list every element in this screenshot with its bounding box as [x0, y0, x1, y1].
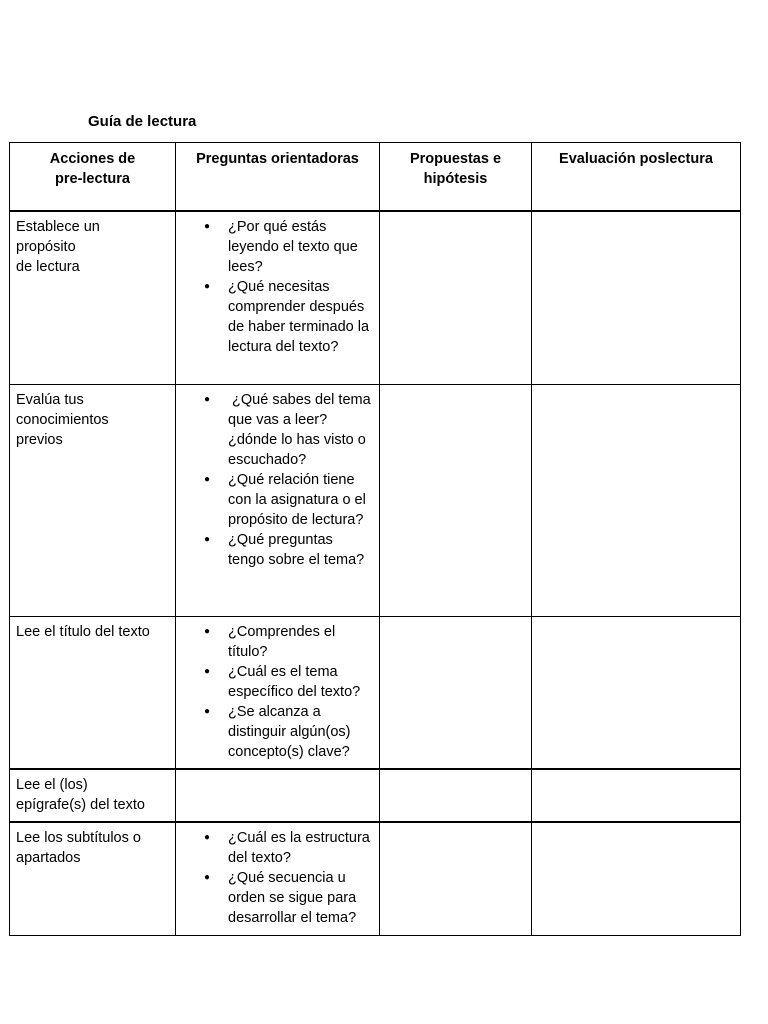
proposals-cell[interactable]	[380, 822, 532, 935]
question-list	[182, 217, 373, 357]
header-evaluation-label: Evaluación poslectura	[559, 151, 713, 167]
action-text: Lee el (los) epígrafe(s) del texto	[16, 777, 145, 813]
page-title: Guía de lectura	[88, 113, 197, 130]
table-row	[10, 211, 741, 384]
proposals-cell[interactable]	[380, 384, 532, 616]
table-row	[10, 769, 741, 822]
question-item: ● ¿Qué necesitas comprender después de haber terminado la lectura del texto?	[228, 277, 373, 357]
questions-cell	[176, 211, 380, 384]
action-cell	[10, 384, 176, 616]
table-header-row	[10, 143, 741, 212]
action-cell	[10, 822, 176, 935]
questions-cell	[176, 769, 380, 822]
action-cell	[10, 769, 176, 822]
table-row	[10, 822, 741, 935]
question-item: ● ¿Por qué estás leyendo el texto que lees?	[228, 217, 373, 277]
question-item: ● ¿Cuál es la estructura del texto?	[228, 828, 373, 868]
header-evaluation	[532, 143, 741, 212]
questions-cell	[176, 822, 380, 935]
action-text: Establece un propósito de lectura	[16, 219, 100, 275]
table-row	[10, 384, 741, 616]
action-text: Lee los subtítulos o apartados	[16, 830, 141, 866]
questions-cell	[176, 616, 380, 769]
question-item: ● ¿Qué secuencia u orden se sigue para desarrollar el tema?	[228, 868, 373, 928]
evaluation-cell[interactable]	[532, 616, 741, 769]
header-proposals	[380, 143, 532, 212]
question-item: ● ¿Qué preguntas tengo sobre el tema?	[228, 530, 373, 570]
proposals-cell[interactable]	[380, 211, 532, 384]
question-item: ● ¿Comprendes el título?	[228, 622, 373, 662]
action-cell	[10, 211, 176, 384]
evaluation-cell[interactable]	[532, 211, 741, 384]
action-text: Evalúa tus conocimientos previos	[16, 391, 109, 448]
header-actions	[10, 143, 176, 212]
question-list	[182, 828, 373, 928]
action-text: Lee el título del texto	[16, 623, 150, 640]
action-cell	[10, 616, 176, 769]
header-questions	[176, 143, 380, 212]
question-item: ● ¿Se alcanza a distinguir algún(os) concepto(s) clave?	[228, 702, 373, 762]
header-proposals-label: Propuestas e hipótesis	[409, 151, 502, 187]
evaluation-cell[interactable]	[532, 822, 741, 935]
header-actions-label: Acciones de pre-lectura	[49, 151, 136, 187]
reading-guide-table	[9, 142, 741, 936]
question-list	[182, 622, 373, 762]
header-questions-label: Preguntas orientadoras	[196, 151, 359, 167]
questions-cell	[176, 384, 380, 616]
question-item: ● ¿Qué sabes del tema que vas a leer? ¿dónde lo has visto o escuchado?	[228, 390, 373, 470]
question-item: ● ¿Qué relación tiene con la asignatura o el propósito de lectura?	[228, 470, 373, 530]
proposals-cell[interactable]	[380, 616, 532, 769]
table-row	[10, 616, 741, 769]
evaluation-cell[interactable]	[532, 769, 741, 822]
question-list	[182, 390, 373, 570]
question-item: ● ¿Cuál es el tema específico del texto?	[228, 662, 373, 702]
proposals-cell[interactable]	[380, 769, 532, 822]
evaluation-cell[interactable]	[532, 384, 741, 616]
